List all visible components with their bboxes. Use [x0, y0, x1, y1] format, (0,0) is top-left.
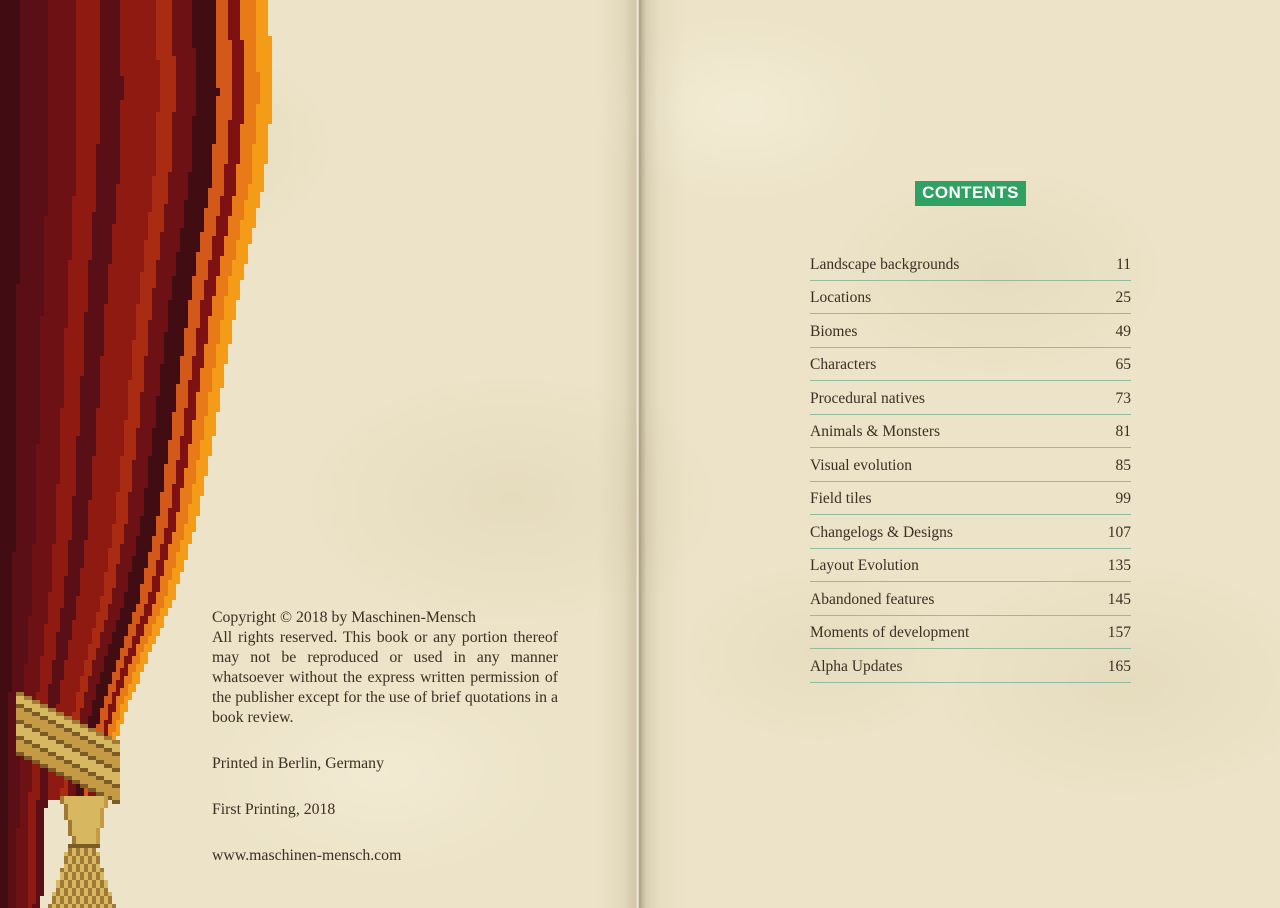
toc-entry	[810, 314, 1131, 348]
contents-heading: CONTENTS	[915, 181, 1026, 206]
toc-entry-title: Procedural natives	[810, 389, 925, 407]
toc-entry-title: Abandoned features	[810, 590, 935, 608]
rights-paragraph: All rights reserved. This book or any portion thereof may not be reproduced or used in any manner whatsoever without the express written permission of the publisher except for the use of brief quotations in a book review.	[212, 629, 558, 726]
toc-entry-page: 99	[1115, 490, 1131, 507]
printed-line: Printed in Berlin, Germany	[212, 755, 384, 772]
toc-entry-page: 145	[1107, 590, 1131, 608]
toc-entry-page: 73	[1115, 389, 1131, 407]
toc-entry-page: 135	[1107, 557, 1131, 574]
toc-entry-page: 81	[1115, 423, 1131, 440]
toc-entry-title: Changelogs & Designs	[810, 523, 953, 541]
toc-entry-page: 165	[1107, 657, 1131, 675]
toc-entry	[810, 549, 1131, 583]
toc-entry	[810, 448, 1131, 482]
toc-entry-page: 107	[1107, 523, 1131, 541]
toc-entry-title: Moments of development	[810, 624, 970, 641]
toc-entry-page: 65	[1115, 356, 1131, 373]
toc-entry-title: Visual evolution	[810, 456, 912, 474]
toc-entry	[810, 482, 1131, 516]
toc-entry	[810, 381, 1131, 415]
toc-entry-title: Landscape backgrounds	[810, 255, 960, 273]
table-of-contents	[810, 247, 1131, 683]
toc-entry-title: Biomes	[810, 322, 858, 340]
printing-line: First Printing, 2018	[212, 801, 336, 818]
toc-entry-title: Alpha Updates	[810, 657, 903, 675]
toc-entry-title: Animals & Monsters	[810, 423, 941, 440]
toc-entry	[810, 247, 1131, 281]
toc-entry-page: 85	[1115, 456, 1131, 474]
toc-entry-title: Locations	[810, 289, 872, 306]
colophon	[212, 608, 558, 866]
toc-entry	[810, 415, 1131, 449]
copyright-line: Copyright © 2018 by Maschinen-Mensch	[212, 609, 476, 626]
toc-entry-title: Layout Evolution	[810, 557, 919, 574]
toc-entry-page: 11	[1116, 255, 1131, 273]
left-page	[0, 0, 639, 908]
toc-entry-page: 157	[1107, 624, 1131, 641]
toc-entry-title: Characters	[810, 356, 877, 373]
toc-entry	[810, 616, 1131, 650]
toc-entry-title: Field tiles	[810, 490, 872, 507]
toc-entry	[810, 281, 1131, 315]
toc-entry	[810, 515, 1131, 549]
toc-entry	[810, 348, 1131, 382]
toc-entry-page: 49	[1115, 322, 1131, 340]
toc-entry	[810, 649, 1131, 683]
publisher-website: www.maschinen-mensch.com	[212, 847, 402, 864]
toc-entry	[810, 582, 1131, 616]
right-page	[641, 0, 1280, 908]
contents-heading-wrap	[810, 181, 1131, 206]
toc-entry-page: 25	[1115, 289, 1131, 306]
